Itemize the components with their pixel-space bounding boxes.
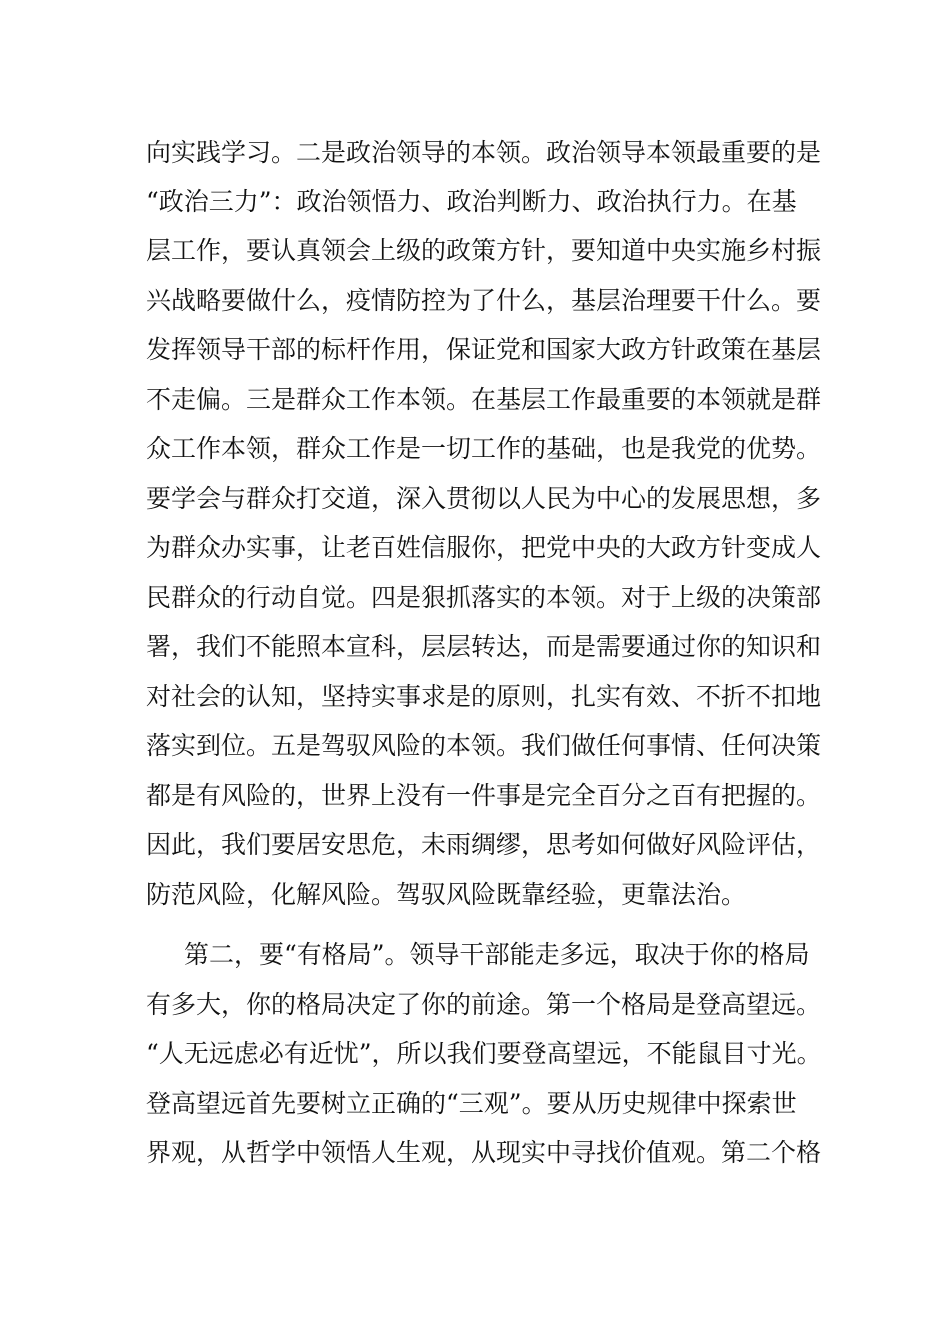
- text-line: 层工作，要认真领会上级的政策方针，要知道中央实施乡村振: [146, 236, 822, 265]
- text-line: “政治三力”：政治领悟力、政治判断力、政治执行力。在基: [146, 187, 797, 216]
- text-line: 有多大，你的格局决定了你的前途。第一个格局是登高望远。: [146, 990, 822, 1019]
- text-line: 兴战略要做什么，疫情防控为了什么，基层治理要干什么。要: [146, 286, 822, 315]
- text-line: 不走偏。三是群众工作本领。在基层工作最重要的本领就是群: [146, 385, 822, 414]
- text-line: 都是有风险的，世界上没有一件事是完全百分之百有把握的。: [146, 781, 822, 810]
- text-line: “人无远虑必有近忧”，所以我们要登高望远，不能鼠目寸光。: [146, 1039, 822, 1068]
- text-line: 落实到位。五是驾驭风险的本领。我们做任何事情、任何决策: [146, 731, 822, 760]
- text-line: 界观，从哲学中领悟人生观，从现实中寻找价值观。第二个格: [146, 1138, 822, 1167]
- text-line: 对社会的认知，坚持实事求是的原则，扎实有效、不折不扣地: [146, 682, 822, 711]
- text-line: 防范风险，化解风险。驾驭风险既靠经验，更靠法治。: [146, 880, 747, 909]
- text-line: 众工作本领，群众工作是一切工作的基础，也是我党的优势。: [146, 434, 822, 463]
- text-line: 因此，我们要居安思危，未雨绸缪，思考如何做好风险评估，: [146, 830, 822, 859]
- text-line: 为群众办实事，让老百姓信服你，把党中央的大政方针变成人: [146, 533, 822, 562]
- text-line: 发挥领导干部的标杆作用，保证党和国家大政方针政策在基层: [146, 335, 822, 364]
- text-line: 向实践学习。二是政治领导的本领。政治领导本领最重要的是: [146, 138, 822, 167]
- text-line: 署，我们不能照本宣科，层层转达，而是需要通过你的知识和: [146, 632, 822, 661]
- text-line: 登高望远首先要树立正确的“三观”。要从历史规律中探索世: [146, 1089, 797, 1118]
- text-line: 要学会与群众打交道，深入贯彻以人民为中心的发展思想，多: [146, 484, 822, 513]
- paragraph-start-line: 第二，要“有格局”。领导干部能走多远，取决于你的格局: [184, 940, 810, 969]
- text-line: 民群众的行动自觉。四是狠抓落实的本领。对于上级的决策部: [146, 583, 822, 612]
